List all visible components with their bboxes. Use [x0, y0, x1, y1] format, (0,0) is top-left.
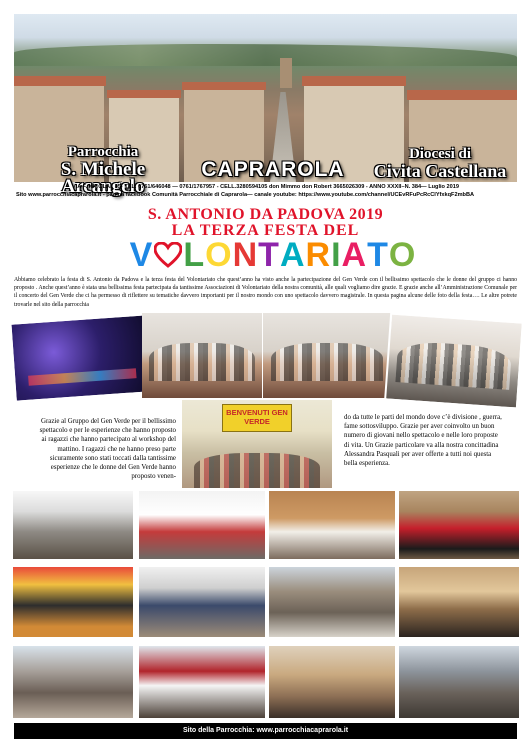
parish-line1: Parrocchia [67, 144, 139, 160]
contact-info [14, 183, 517, 199]
roof-shape [182, 82, 266, 90]
contact-line2: Sito www.parrocchiacaprarola.it - pagina facebook Comunità Parrocchiale di Caprarola— canale youtube: https://www.youtube.com/channel/UCEvRFuPcRcCIYfxkqF2mbBA [16, 192, 475, 198]
gallery-photo [398, 566, 520, 638]
event-title: S. ANTONIO DA PADOVA 2019 [147, 206, 384, 223]
title-letter: L [183, 236, 206, 274]
right-column-text: do da tutte le parti del mondo dove c’è divisione , guerra, fame sottosviluppo. Grazie per aver coinvolto un buon numero di giovani nello spettacolo e nelle loro proposte di vita. Un Grazie particolare va alla nostra concittadina Alessandra Pasquali per aver offerte a tutti noi questa bella esperienza. [344, 414, 502, 468]
group-photo [142, 313, 262, 398]
group-photo [384, 312, 524, 409]
heart-icon [154, 240, 182, 266]
title-letter: T [367, 236, 389, 274]
group-photo [263, 313, 391, 398]
title-letter: N [232, 236, 259, 274]
volontariato-title [48, 238, 498, 272]
event-subtitle: LA TERZA FESTA DEL [171, 222, 360, 239]
gallery-photo [268, 566, 396, 638]
title-letter: A [341, 236, 368, 274]
gallery-photo [138, 490, 266, 560]
hills-shape [14, 44, 517, 66]
gallery-photo [398, 490, 520, 560]
town-name: CAPRAROLA [201, 158, 345, 181]
roof-shape [107, 90, 181, 98]
title-letter: V [129, 236, 154, 274]
welcome-photo [182, 400, 332, 488]
title-letter: R [305, 236, 332, 274]
intro-paragraph: Abbiamo celebrato la festa di S. Antonio da Padova e la terza festa del Volontariato che quest’anno ha visto anche la partecipazione del Gen Verde con il bellissimo spettacolo che le donne del gruppo ci hanno proposto . Anche quest’anno è stata una bellissima festa partecipata da tantissime Associazioni di Volontariato della nostra comunità, alle quali vogliamo dire grazie. E grazie anche all’Amministrazione Comunale per il concerto del Gen Verde che ci ha permesso di riflettere su tematiche davvero importanti per il nostro mondo con uno spettacolo davvero magistrale. In questa pagina alcune delle foto della festa…. Le altre potrete trovarle nel sito della parrocchia [14, 277, 517, 308]
roof-shape [302, 76, 406, 86]
gallery-photo [398, 645, 520, 719]
footer-website: Sito della Parrocchia: www.parrocchiacaprarola.it [14, 723, 517, 739]
gallery-photo [12, 490, 134, 560]
diocese-name [362, 146, 518, 180]
gallery-photo [12, 566, 134, 638]
diocese-line2: Civita Castellana [373, 161, 507, 181]
gallery-photo [138, 645, 266, 719]
parish-line2: S. Michele Arcangelo [60, 159, 146, 197]
gallery-photo [268, 490, 396, 560]
title-letter: T [258, 236, 280, 274]
roof-shape [14, 76, 106, 86]
stage-photo [9, 313, 152, 402]
gallery-photo [12, 645, 134, 719]
welcome-sign: BENVENUTI GEN VERDE [222, 404, 292, 432]
title-letter: O [205, 236, 233, 274]
roof-shape [407, 90, 517, 100]
tower-shape [280, 58, 292, 88]
diocese-line1: Diocesi di [408, 146, 472, 162]
left-column-text: Grazie al Gruppo del Gen Verde per il bellissimo spettacolo e per le esperienze che hanno proposto ai ragazzi che hanno partecipato al workshop del mattino. I ragazzi che ne hanno preso parte sicuramente sono stati toccati dalla tantissime esperienze che le donne del Gen Verde hanno proposto venen- [39, 418, 176, 481]
title-letter: O [388, 236, 417, 274]
title-letter: A [279, 236, 306, 274]
title-letter: I [331, 236, 342, 274]
gallery-photo [138, 566, 266, 638]
contact-line1: VIA F. NICOLAI, 35- TEL. 0761/646048 — 0761/1767957 - CELL.3280594105 don Mimmo don Robert 3665026309 - ANNO XXXII–N. 384— Luglio 2019 [72, 184, 459, 190]
gallery-photo [268, 645, 396, 719]
